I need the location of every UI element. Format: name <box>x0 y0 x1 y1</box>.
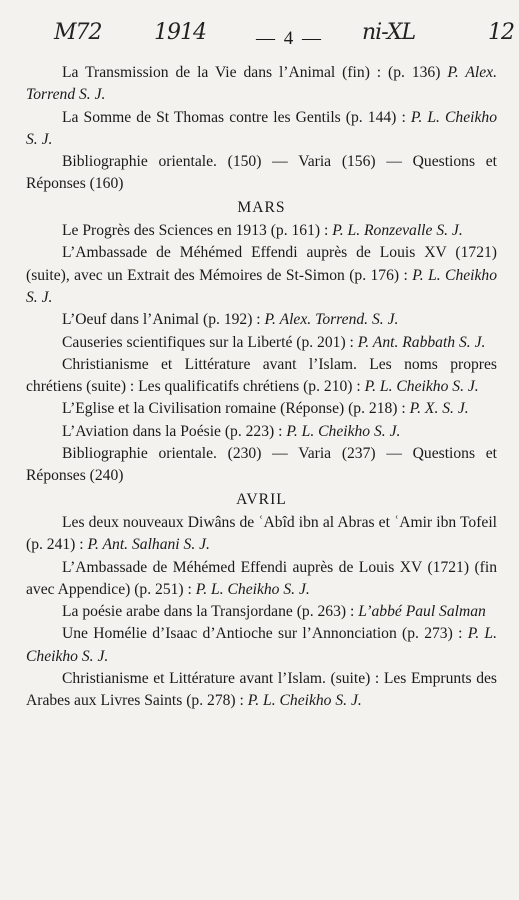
month-heading: MARS <box>237 198 286 216</box>
toc-entry <box>26 107 497 152</box>
entry-author: P. L. Ronzevalle S. J. <box>332 222 463 240</box>
entry-title: Les deux nouveaux Diwâns de ʿAbîd ibn al Abras et ʿAmir ibn Tofeil (p. 241) : <box>26 513 497 554</box>
entry-author: P. L. Cheikho S. J. <box>26 266 498 306</box>
toc-entry <box>26 354 497 399</box>
entry-author: P. Ant. Rabbath S. J. <box>357 333 486 351</box>
toc-entry <box>26 332 497 354</box>
page-header <box>26 0 514 62</box>
toc-entry <box>26 512 497 557</box>
toc-entry <box>26 151 497 196</box>
entry-title: Christianisme et Littérature avant l’Islam. (suite) : Les Emprunts des Arabes aux Livres Saints (p. 278) : <box>26 670 497 710</box>
toc-entry <box>26 668 497 713</box>
toc-entry <box>26 309 497 331</box>
month-heading: AVRIL <box>236 490 287 508</box>
entry-title: La Transmission de la Vie dans l’Animal (fin) : (p. 136) <box>62 64 448 81</box>
entry-author: P. Alex. Torrend S. J. <box>26 64 497 104</box>
entry-author: P. L. Cheikho S. J. <box>26 108 497 148</box>
toc-entry <box>26 398 497 420</box>
entry-author: P. L. Cheikho S. J. <box>195 580 310 598</box>
handwritten-mark-4: 12 <box>488 20 514 45</box>
handwritten-mark-1: M72 <box>54 20 102 45</box>
toc-entry <box>26 220 497 242</box>
toc-entry <box>26 443 497 488</box>
toc-entry <box>26 557 497 602</box>
toc-entry <box>26 62 497 107</box>
entry-author: P. X. S. J. <box>409 400 469 418</box>
table-of-contents <box>26 62 497 713</box>
entry-title: La Somme de St Thomas contre les Gentils (p. 144) : <box>62 108 411 126</box>
entry-title: Bibliographie orientale. (230) — Varia (237) — Questions et Réponses (240) <box>26 445 497 485</box>
toc-entry <box>26 623 497 668</box>
entry-title: Bibliographie orientale. (150) — Varia (156) — Questions et Réponses (160) <box>26 153 497 193</box>
entry-author: P. L. Cheikho S. J. <box>26 625 497 665</box>
toc-entry <box>26 421 497 443</box>
entry-title: Christianisme et Littérature avant l’Islam. Les noms propres chrétiens (suite) : Les qualificatifs chrétiens (p. 210) : <box>26 355 497 396</box>
toc-entry <box>26 242 497 309</box>
entry-title: L’Ambassade de Méhémed Effendi auprès de Louis XV (1721) (suite), avec un Extrait des Mémoires de St-Simon (p. 176) : <box>26 244 497 284</box>
entry-title: L’Aviation dans la Poésie (p. 223) : <box>62 422 287 440</box>
entry-title: La poésie arabe dans la Transjordane (p. 263) : <box>62 603 359 621</box>
entry-title: L’Ambassade de Méhémed Effendi auprès de Louis XV (1721) (fin avec Appendice) (p. 251) : <box>26 558 497 598</box>
entry-author: P. Alex. Torrend. S. J. <box>264 311 399 329</box>
entry-author: P. L. Cheikho S. J. <box>364 378 479 396</box>
page-number: — 4 — <box>256 28 323 49</box>
entry-author: P. L. Cheikho S. J. <box>286 422 401 440</box>
entry-author: P. L. Cheikho S. J. <box>247 692 362 710</box>
entry-title: L’Oeuf dans l’Animal (p. 192) : <box>62 311 265 329</box>
entry-title: Une Homélie d’Isaac d’Antioche sur l’Annonciation (p. 273) : <box>62 625 468 643</box>
handwritten-mark-3: ni-XL <box>362 20 416 45</box>
entry-author: P. Ant. Salhani S. J. <box>87 536 210 554</box>
toc-entry <box>26 601 497 623</box>
handwritten-mark-2: 1914 <box>154 20 206 45</box>
entry-title: Causeries scientifiques sur la Liberté (p. 201) : <box>62 333 358 351</box>
entry-title: Le Progrès des Sciences en 1913 (p. 161) : <box>62 222 333 240</box>
entry-title: L’Eglise et la Civilisation romaine (Réponse) (p. 218) : <box>62 400 410 418</box>
entry-author: L’abbé Paul Salman <box>358 603 486 621</box>
